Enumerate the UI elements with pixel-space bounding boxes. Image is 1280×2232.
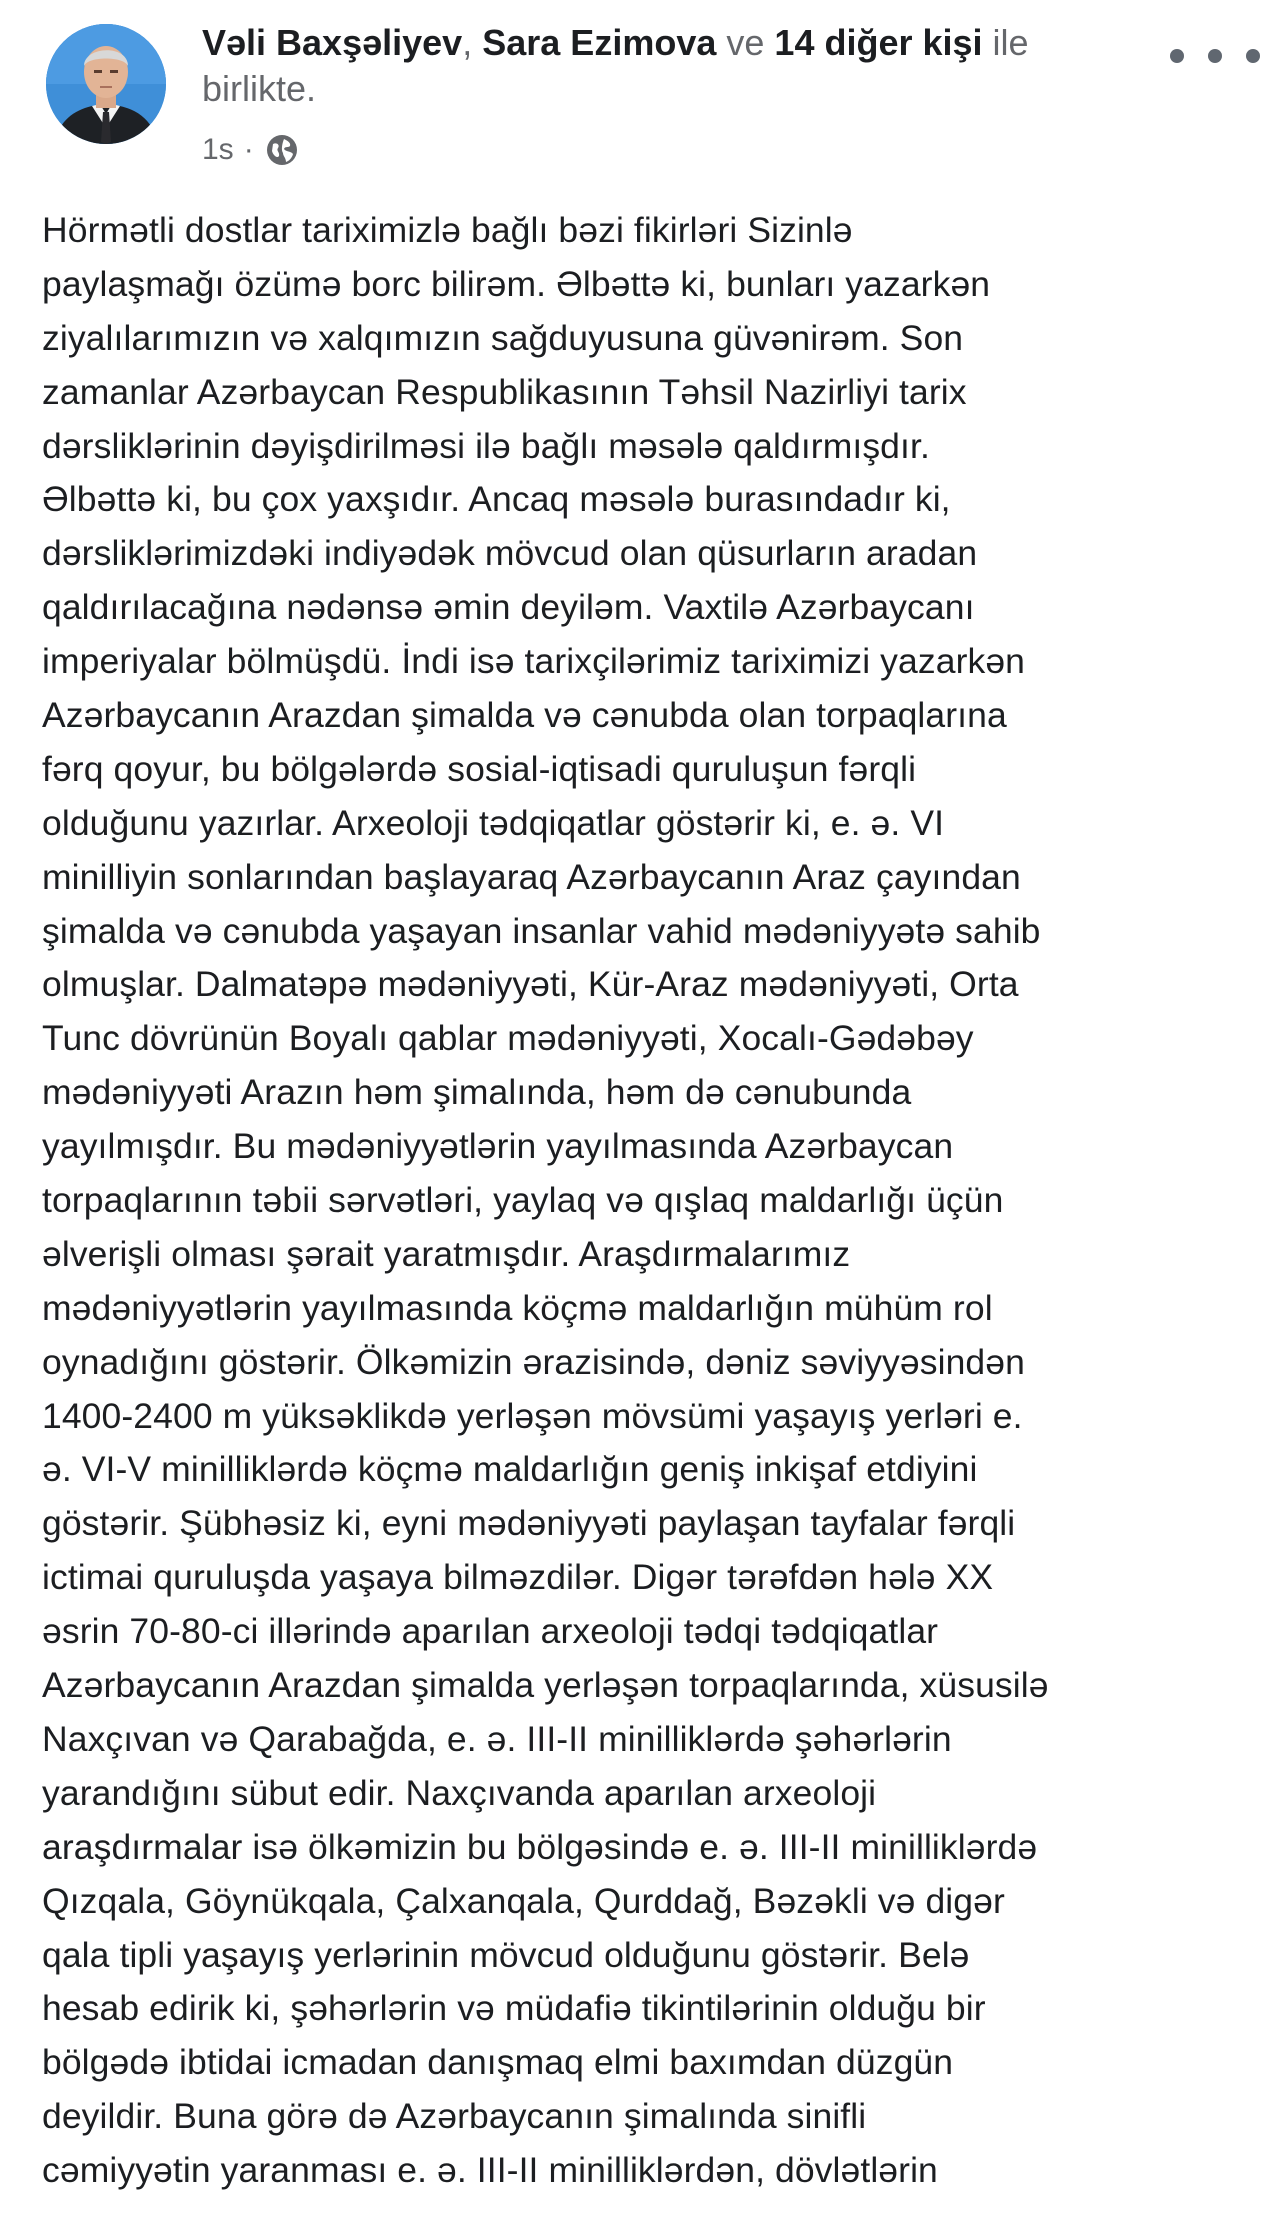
post-text-line: qaldırılacağına nədənsə əmin deyiləm. Vaxtilə Azərbaycanı [42,587,975,628]
post-text-line: minilliyin sonlarından başlayaraq Azərbaycanın Araz çayından [42,856,1021,897]
post-text-line: əlverişli olması şərait yaratmışdır. Araşdırmalarımız [42,1233,851,1274]
post-body-text [42,204,1262,2198]
post-text-line: oynadığını göstərir. Ölkəmizin ərazisində, dəniz səviyyəsindən [42,1341,1025,1382]
post-text-line: torpaqlarının təbii sərvətləri, yaylaq və qışlaq maldarlığı üçün [42,1180,1004,1221]
post-text-line: olduğunu yazırlar. Arxeoloji tədqiqatlar göstərir ki, e. ə. VI [42,802,945,843]
post-text-line: yayılmışdır. Bu mədəniyyətlərin yayılmasında Azərbaycan [42,1126,954,1167]
post-authors [202,20,1142,112]
author-name-link[interactable]: Vəli Baxşəliyev [202,22,463,63]
post-text-line: Əlbəttə ki, bu çox yaxşıdır. Ancaq məsələ burasındadır ki, [42,479,951,520]
post-text-line: dərsliklərinin dəyişdirilməsi ilə bağlı məsələ qaldırmışdır. [42,425,930,466]
post-text-line: mədəniyyəti Arazın həm şimalında, həm də cənubunda [42,1072,912,1113]
tagged-user-link[interactable]: Sara Ezimova [482,22,717,63]
authors-separator: , [462,22,473,63]
post-text-line: paylaşmağı özümə borc bilirəm. Əlbəttə ki, bunları yazarkən [42,263,991,304]
more-dot [1246,49,1260,63]
post-text-line: göstərir. Şübhəsiz ki, eyni mədəniyyəti paylaşan tayfalar fərqli [42,1503,1016,1544]
post-text-line: ictimai quruluşda yaşaya bilməzdilər. Digər tərəfdən hələ XX [42,1557,994,1598]
more-dot [1170,49,1184,63]
post-text-line: Naxçıvan və Qarabağda, e. ə. III-II minilliklərdə şəhərlərin [42,1718,952,1759]
post-timestamp[interactable]: 1s [202,133,234,166]
post-text-line: ziyalılarımızın və xalqımızın sağduyusuna güvənirəm. Son [42,317,964,358]
post-text-line: qala tipli yaşayış yerlərinin mövcud olduğunu göstərir. Belə [42,1934,970,1975]
post-text-line: hesab edirik ki, şəhərlərin və müdafiə tikintilərinin olduğu bir [42,1988,986,2029]
post-text-line: zamanlar Azərbaycan Respublikasının Təhsil Nazirliyi tarix [42,371,967,412]
post-text-line: 1400-2400 m yüksəklikdə yerləşən mövsümi yaşayış yerləri e. [42,1395,1023,1436]
post-text-line: əsrin 70-80-ci illərində aparılan arxeoloji tədqi tədqiqatlar [42,1611,939,1652]
post-text-line: imperiyalar bölmüşdü. İndi isə tarixçilərimiz tariximizi yazarkən [42,641,1026,682]
post-text-line: bölgədə ibtidai icmadan danışmaq elmi baxımdan düzgün [42,2042,954,2083]
others-link[interactable]: 14 diğer kişi [774,22,983,63]
authors-suffix-1: ile [992,22,1029,63]
globe-icon[interactable] [264,132,300,168]
post-text-line: deyildir. Buna görə də Azərbaycanın şimalında sinifli [42,2096,867,2137]
post-text-line: ə. VI-V minilliklərdə köçmə maldarlığın geniş inkişaf etdiyini [42,1449,978,1490]
avatar-portrait-icon [46,24,166,144]
post-text-line: dərsliklərimizdəki indiyədək mövcud olan qüsurların aradan [42,533,978,574]
meta-dot: · [243,133,254,166]
more-dot [1208,49,1222,63]
author-avatar[interactable] [46,24,166,144]
authors-conjunction: ve [726,22,765,63]
post-text-line: mədəniyyətlərin yayılmasında köçmə maldarlığın mühüm rol [42,1287,993,1328]
post-text-line: fərq qoyur, bu bölgələrdə sosial-iqtisadi quruluşun fərqli [42,748,917,789]
post-text-line: Qızqala, Göynükqala, Çalxanqala, Qurddağ, Bəzəkli və digər [42,1880,1005,1921]
post-text-line: Hörmətli dostlar tariximizlə bağlı bəzi fikirləri Sizinlə [42,210,853,250]
post-text-line: Azərbaycanın Arazdan şimalda və cənubda olan torpaqlarına [42,695,1007,736]
post-text-line: Tunc dövrünün Boyalı qablar mədəniyyəti, Xocalı-Gədəbəy [42,1018,974,1059]
post-text-line: şimalda və cənubda yaşayan insanlar vahid mədəniyyətə sahib [42,910,1041,951]
post-text-line: olmuşlar. Dalmatəpə mədəniyyəti, Kür-Araz mədəniyyəti, Orta [42,964,1019,1005]
post-text-line: yarandığını sübut edir. Naxçıvanda aparılan arxeoloji [42,1772,877,1813]
authors-suffix-2: birlikte. [202,68,317,109]
more-options-icon[interactable] [1170,38,1260,74]
post-text-line: Azərbaycanın Arazdan şimalda yerləşən torpaqlarında, xüsusilə [42,1665,1049,1706]
post-header [0,0,1280,180]
post-text-line: araşdırmalar isə ölkəmizin bu bölgəsində e. ə. III-II minilliklərdə [42,1826,1038,1867]
post-meta [202,128,300,172]
post-text-line: cəmiyyətin yaranması e. ə. III-II minilliklərdən, dövlətlərin [42,2150,938,2191]
